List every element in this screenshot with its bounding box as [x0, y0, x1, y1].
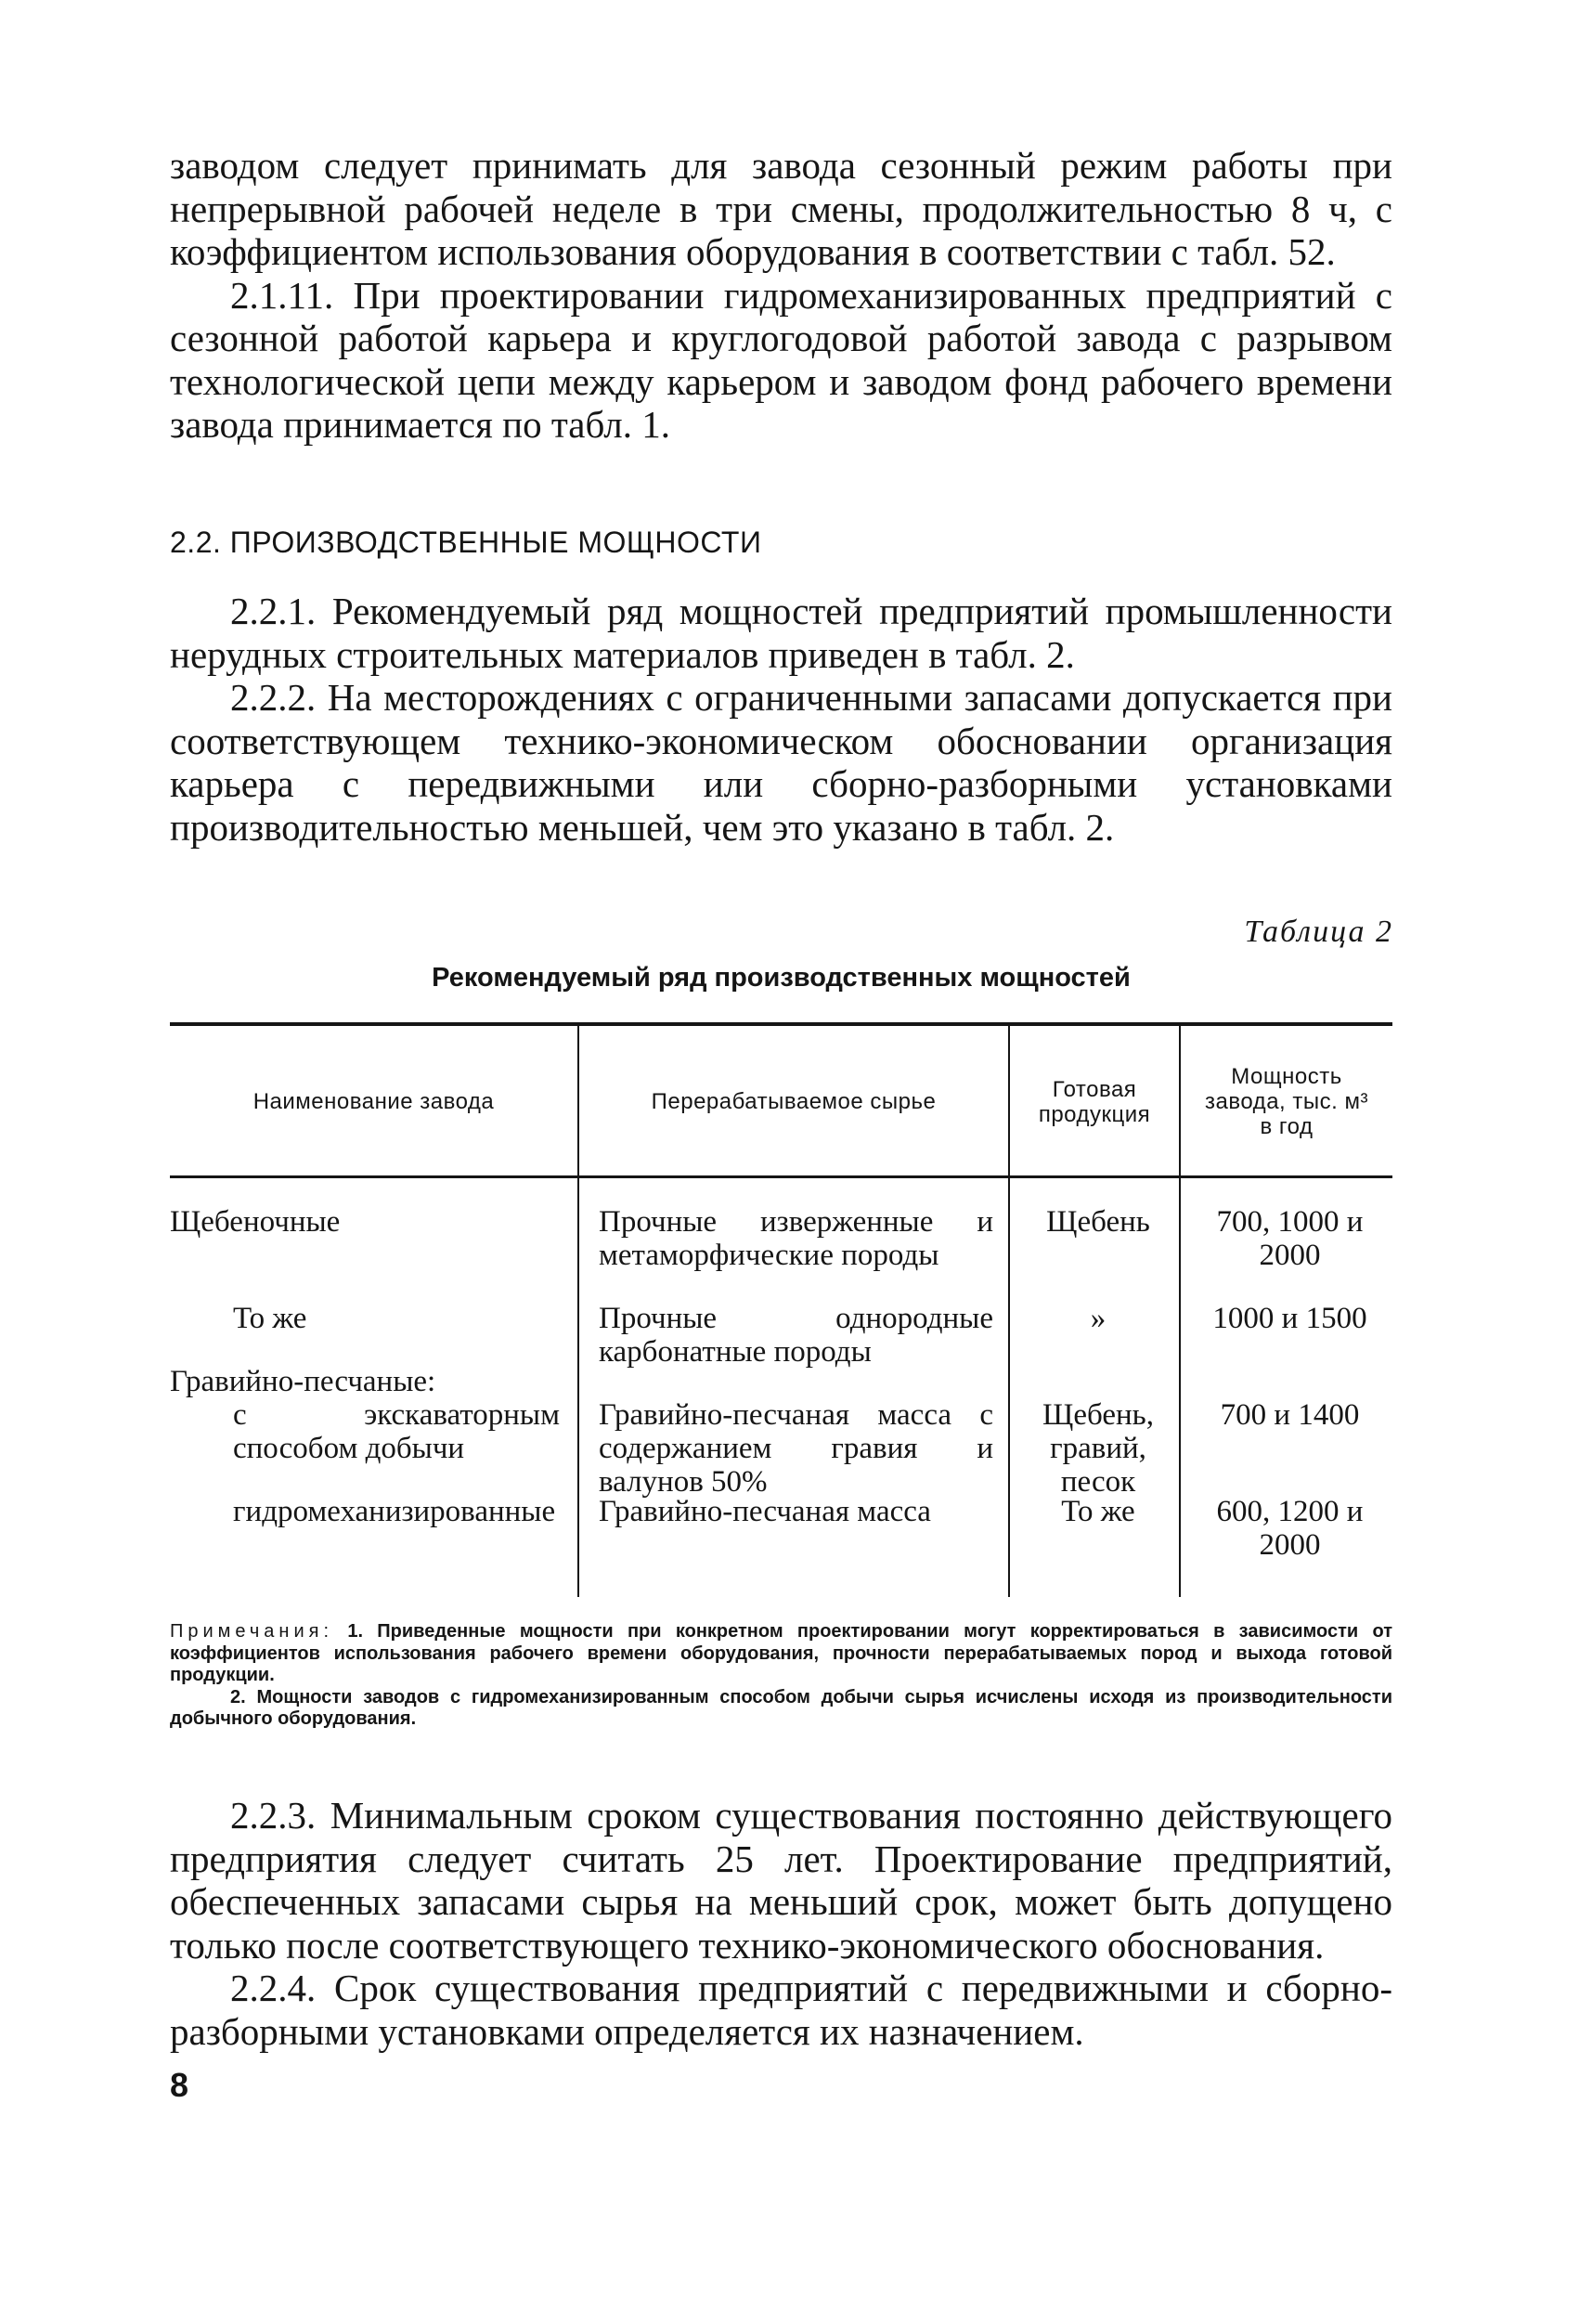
- header-product-line: продукция: [1038, 1101, 1151, 1127]
- intro-text: [170, 144, 1392, 447]
- table-notes: [170, 1621, 1392, 1731]
- cell-name: То же: [233, 1302, 307, 1335]
- header-capacity-line: Мощность: [1231, 1064, 1342, 1089]
- cell-raw: Прочные изверженные и метаморфические породы: [599, 1205, 993, 1272]
- header-raw: [579, 1026, 1008, 1177]
- paragraph-2-2-1: 2.2.1. Рекомендуемый ряд мощностей предприятий промышленности нерудных строительных материалов приведен в табл. 2.: [170, 590, 1392, 676]
- cell-capacity: [1190, 1205, 1390, 1272]
- cell-capacity-line: 600, 1200 и: [1216, 1495, 1364, 1528]
- cell-raw: Гравийно-песчаная масса: [599, 1495, 931, 1528]
- cell-name-group: Гравийно-песчаные:: [170, 1365, 436, 1398]
- paragraph-continuation: заводом следует принимать для завода сезонный режим работы при непрерывной рабочей неделе в три смены, продолжительностью 8 ч, с коэффициентом использования оборудования в соответствии с табл. 52.: [170, 144, 1392, 273]
- header-name-text: Наименование завода: [252, 1089, 495, 1114]
- closing-text: [170, 1794, 1392, 2053]
- cell-product: То же: [1061, 1495, 1135, 1528]
- header-product: [1010, 1026, 1179, 1177]
- header-capacity-line: завода, тыс. м³: [1205, 1089, 1368, 1114]
- cell-product: »: [1090, 1302, 1107, 1335]
- note-1-text: 1. Приведенные мощности при конкретном проектировании могут корректироваться в зависимости от коэффициентов использования рабочего времени оборудования, прочности перерабатываемых пород и выхода готовой продукции.: [170, 1621, 1392, 1685]
- paragraph-2-2-4: 2.2.4. Срок существования предприятий с передвижными и сборно-разборными установками определяется их назначением.: [170, 1967, 1392, 2053]
- cell-name: Щебеночные: [170, 1205, 341, 1239]
- cell-capacity-line: 2000: [1259, 1528, 1321, 1562]
- cell-raw: Прочные однородные карбонатные породы: [599, 1302, 993, 1369]
- cell-name: гидромеханизированные: [233, 1495, 556, 1528]
- section-text: [170, 590, 1392, 849]
- cell-product: [1015, 1398, 1182, 1499]
- cell-name: с экскаваторным способом добычи: [233, 1398, 560, 1465]
- notes-lead: Примечания:: [170, 1621, 334, 1642]
- header-capacity: [1181, 1026, 1392, 1177]
- cell-product-line: Щебень,: [1042, 1398, 1154, 1432]
- paragraph-2-2-3: 2.2.3. Минимальным сроком существования постоянно действующего предприятия следует считать 25 лет. Проектирование предприятий, обеспеченных запасами сырья на меньший срок, может быть допущено только после соответствующего технико-экономического обоснования.: [170, 1794, 1392, 1967]
- page-number: 8: [170, 2066, 189, 2104]
- cell-product-line: песок: [1060, 1465, 1136, 1499]
- table-caption: Таблица 2: [1244, 915, 1393, 949]
- header-product-line: Готовая: [1052, 1076, 1137, 1102]
- cell-product: Щебень: [1046, 1205, 1150, 1239]
- table-note-2: 2. Мощности заводов с гидромеханизированным способом добычи сырья исчислены исходя из производительности добычного оборудования.: [170, 1686, 1392, 1729]
- cell-capacity: 700 и 1400: [1220, 1398, 1360, 1432]
- header-name: [170, 1026, 577, 1177]
- cell-capacity-line: 700, 1000 и: [1216, 1205, 1364, 1239]
- cell-capacity: [1190, 1495, 1390, 1562]
- table-note-1: [170, 1621, 1392, 1687]
- cell-product-line: гравий,: [1050, 1432, 1146, 1465]
- header-capacity-line: в год: [1260, 1114, 1314, 1139]
- table-title: Рекомендуемый ряд производственных мощностей: [432, 963, 1131, 993]
- paragraph-2-2-2: 2.2.2. На месторождениях с ограниченными запасами допускается при соответствующем технико-экономическом обосновании организация карьера с передвижными или сборно-разборными установками производительностью меньшей, чем это указано в табл. 2.: [170, 676, 1392, 849]
- section-heading: 2.2. ПРОИЗВОДСТВЕННЫЕ МОЩНОСТИ: [170, 526, 762, 559]
- cell-raw: Гравийно-песчаная масса с содержанием гравия и валунов 50%: [599, 1398, 993, 1499]
- paragraph-2-1-11: 2.1.11. При проектировании гидромеханизированных предприятий с сезонной работой карьера и круглогодовой работой завода с разрывом технологической цепи между карьером и заводом фонд рабочего времени завода принимается по табл. 1.: [170, 273, 1392, 446]
- cell-capacity: 1000 и 1500: [1212, 1302, 1367, 1335]
- cell-capacity-line: 2000: [1259, 1239, 1321, 1272]
- header-raw-text: Перерабатываемое сырье: [651, 1089, 937, 1114]
